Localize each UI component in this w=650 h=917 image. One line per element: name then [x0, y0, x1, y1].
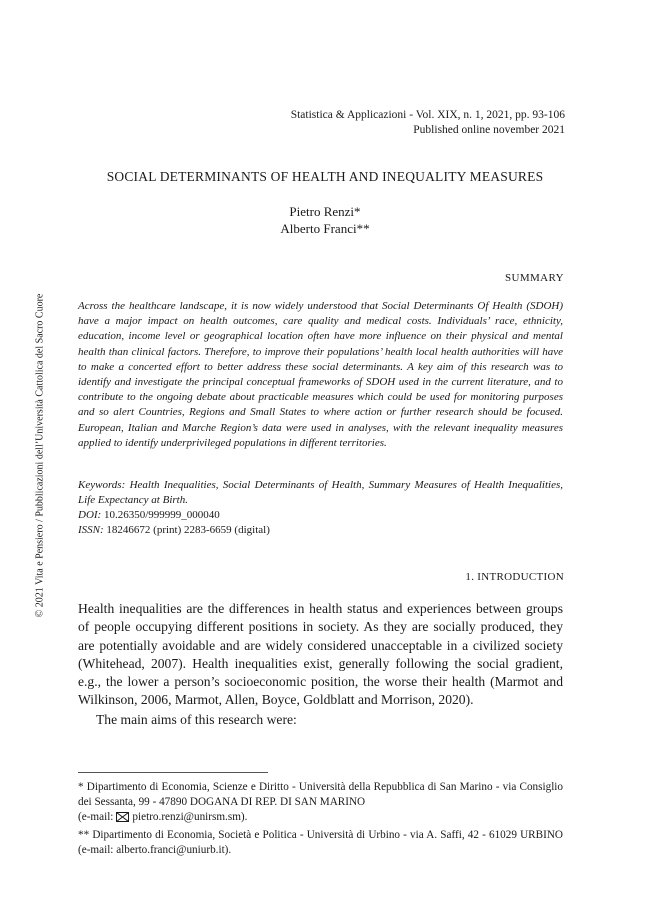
footnotes — [78, 780, 563, 858]
journal-citation: Statistica & Applicazioni - Vol. XIX, n. 1, 2021, pp. 93-106 — [290, 109, 565, 121]
issn-line — [78, 523, 563, 538]
doi-label: DOI: — [78, 509, 102, 521]
keywords-label: Keywords: — [78, 479, 126, 491]
issn-value: 18246672 (print) 2283-6659 (digital) — [103, 524, 270, 536]
author-list — [0, 203, 650, 237]
doi-line — [78, 508, 563, 523]
author-1: Pietro Renzi* — [289, 204, 361, 219]
footnote-1-email: pietro.renzi@unirsm.sm). — [132, 811, 248, 824]
issn-label: ISSN: — [78, 524, 104, 536]
footnote-divider — [78, 772, 268, 773]
doi-value: 10.26350/999999_000040 — [101, 509, 220, 521]
keywords-text: Health Inequalities, Social Determinants of Health, Summary Measures of Health Inequalities, Life Expectancy at Birth. — [78, 479, 563, 507]
envelope-icon — [116, 812, 129, 827]
paper-title: SOCIAL DETERMINANTS OF HEALTH AND INEQUALITY MEASURES — [106, 169, 544, 184]
copyright-sidebar: © 2021 Vita e Pensiero / Pubblicazioni dell’Università Cattolica del Sacro Cuore — [34, 293, 46, 618]
summary-heading: SUMMARY — [504, 272, 564, 284]
intro-paragraph: Health inequalities are the differences in health status and experiences between groups of people occupying different positions in society. As they are socially produced, they are potentially avoidable and are widely considered unacceptable in a civilized society (Whitehead, 2007). Health inequalities exist, generally following the social gradient, e.g., the lower a person’s socioeconomic position, the worse their health (Marmot and Wilkinson, 2006, Marmot, Allen, Boyce, Goldblatt and Morrison, 2020). — [78, 601, 563, 708]
section-heading-introduction: 1. INTRODUCTION — [465, 571, 564, 583]
journal-info — [0, 108, 565, 138]
footnote-2: ** Dipartimento di Economia, Società e Politica - Università di Urbino - via A. Saffi, 42 - 61029 URBINO (e-mail: alberto.franci@uniurb.it). — [78, 828, 563, 856]
footnote-1 — [78, 780, 563, 828]
author-2: Alberto Franci** — [280, 221, 370, 236]
footnote-1-email-prefix: (e-mail: — [78, 811, 114, 824]
publication-date: Published online november 2021 — [413, 124, 565, 136]
abstract-text: Across the healthcare landscape, it is now widely understood that Social Determinants Of Health (SDOH) have a major impact on health outcomes, care quality and medical costs. Individuals’ race, ethnicity, education, income level or geographical location often have more influence on their physical and mental health than clinical factors. Therefore, to improve their populations’ health local health authorities will have to make a concerted effort to better address these social determinants. A key aim of this research was to identify and investigate the principal conceptual frameworks of SDOH used in the current literature, and to contribute to the ongoing debate about practicable measures which could be used for monitoring purposes and so alert Countries, Regions and Small States to where action or further research should be focused. European, Italian and Marche Region’s data were used in analyses, with the relevant inequality measures applied to identify underprivileged populations in different territories. — [78, 300, 563, 449]
aims-line: The main aims of this research were: — [96, 712, 297, 727]
footnote-1-affiliation: * Dipartimento di Economia, Scienze e Diritto - Università della Repubblica di San Marino - via Consiglio dei Sessanta, 99 - 47890 DOGANA DI REP. DI SAN MARINO — [78, 781, 563, 809]
keywords — [78, 478, 563, 508]
